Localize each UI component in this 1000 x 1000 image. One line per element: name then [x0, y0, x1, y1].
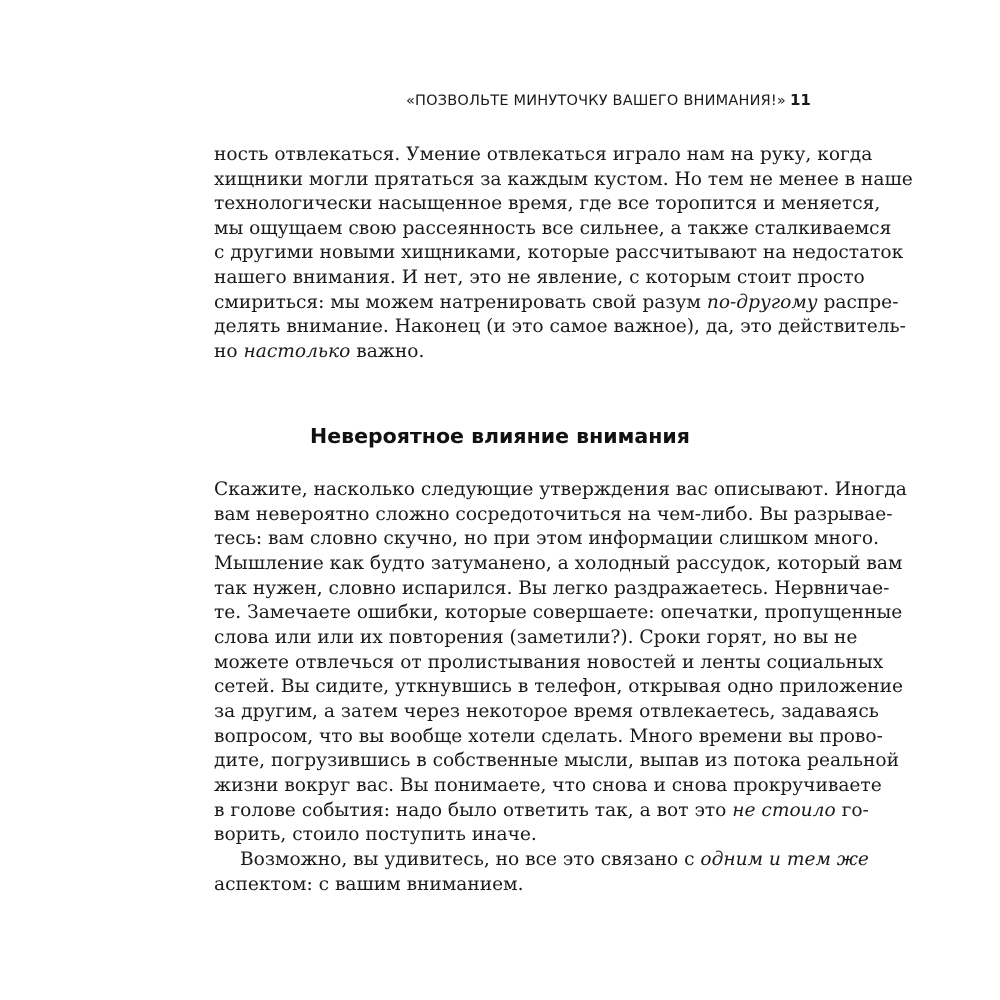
italic-run: по-другому	[706, 292, 818, 313]
paragraph-2-line-2: вам невероятно сложно сосредоточиться на чем-либо. Вы разрывае-	[214, 504, 893, 525]
italic-run: одним и тем же	[700, 849, 869, 870]
section-heading: Невероятное влияние внимания	[310, 424, 690, 448]
paragraph-2-line-15: ворить, стоило поступить иначе.	[214, 824, 537, 845]
paragraph-1-line-3: технологически насыщенное время, где все торопится и меняется,	[214, 193, 881, 214]
paragraph-2-line-12: дите, погрузившись в собственные мысли, выпав из потока реальной	[214, 750, 899, 771]
text-run: распре-	[817, 292, 899, 313]
text-run: смириться: мы можем натренировать свой разум	[214, 292, 707, 313]
paragraph-2-line-1: Скажите, насколько следующие утверждения вас описывают. Иногда	[214, 479, 907, 500]
paragraph-2-line-6: те. Замечаете ошибки, которые совершаете: опечатки, пропущенные	[214, 602, 903, 623]
text-run: Возможно, вы удивитесь, но все это связано с	[240, 849, 701, 870]
text-run: но	[214, 341, 244, 362]
italic-run: настолько	[243, 341, 351, 362]
paragraph-2-line-9: сетей. Вы сидите, уткнувшись в телефон, открывая одно приложение	[214, 676, 904, 697]
paragraph-1-line-7	[214, 291, 899, 315]
paragraph-2-line-10: за другим, а затем через некоторое время отвлекаетесь, задаваясь	[214, 701, 879, 722]
text-run: в голове события: надо было ответить так, а вот это	[214, 800, 733, 821]
paragraph-1-line-8: делять внимание. Наконец (и это самое важное), да, это действитель-	[214, 316, 906, 337]
text-run: го-	[835, 800, 869, 821]
paragraph-1-line-1: ность отвлекаться. Умение отвлекаться играло нам на руку, когда	[214, 144, 873, 165]
paragraph-2-line-13: жизни вокруг вас. Вы понимаете, что снова и снова прокручиваете	[214, 775, 882, 796]
paragraph-2-line-5: так нужен, словно испарился. Вы легко раздражаетесь. Нервничае-	[214, 578, 890, 599]
paragraph-2-line-7: слова или или их повторения (заметили?). Сроки горят, но вы не	[214, 627, 858, 648]
paragraph-1-line-4: мы ощущаем свою рассеянность все сильнее, а также сталкиваемся	[214, 218, 892, 239]
paragraph-1-line-2: хищники могли прятаться за каждым кустом. Но тем не менее в наше	[214, 169, 913, 190]
text-run: важно.	[350, 341, 425, 362]
paragraph-1-line-5: с другими новыми хищниками, которые рассчитывают на недостаток	[214, 242, 904, 263]
running-header-title: «ПОЗВОЛЬТЕ МИНУТОЧКУ ВАШЕГО ВНИМАНИЯ!»	[405, 93, 786, 109]
paragraph-2-line-11: вопросом, что вы вообще хотели сделать. Много времени вы прово-	[214, 726, 883, 747]
italic-run: не стоило	[732, 800, 836, 821]
page-number: 11	[790, 91, 811, 109]
paragraph-1-line-6: нашего внимания. И нет, это не явление, с которым стоит просто	[214, 267, 865, 288]
paragraph-3-line-1	[240, 848, 869, 872]
paragraph-2-line-8: можете отвлечься от пролистывания новостей и ленты социальных	[214, 652, 884, 673]
paragraph-2-line-14	[214, 799, 869, 823]
paragraph-1-line-9	[214, 340, 786, 364]
paragraph-3-line-2: аспектом: с вашим вниманием.	[214, 874, 524, 895]
paragraph-2-line-4: Мышление как будто затуманено, а холодный рассудок, который вам	[214, 553, 903, 574]
paragraph-2-line-3: тесь: вам словно скучно, но при этом информации слишком много.	[214, 528, 879, 549]
